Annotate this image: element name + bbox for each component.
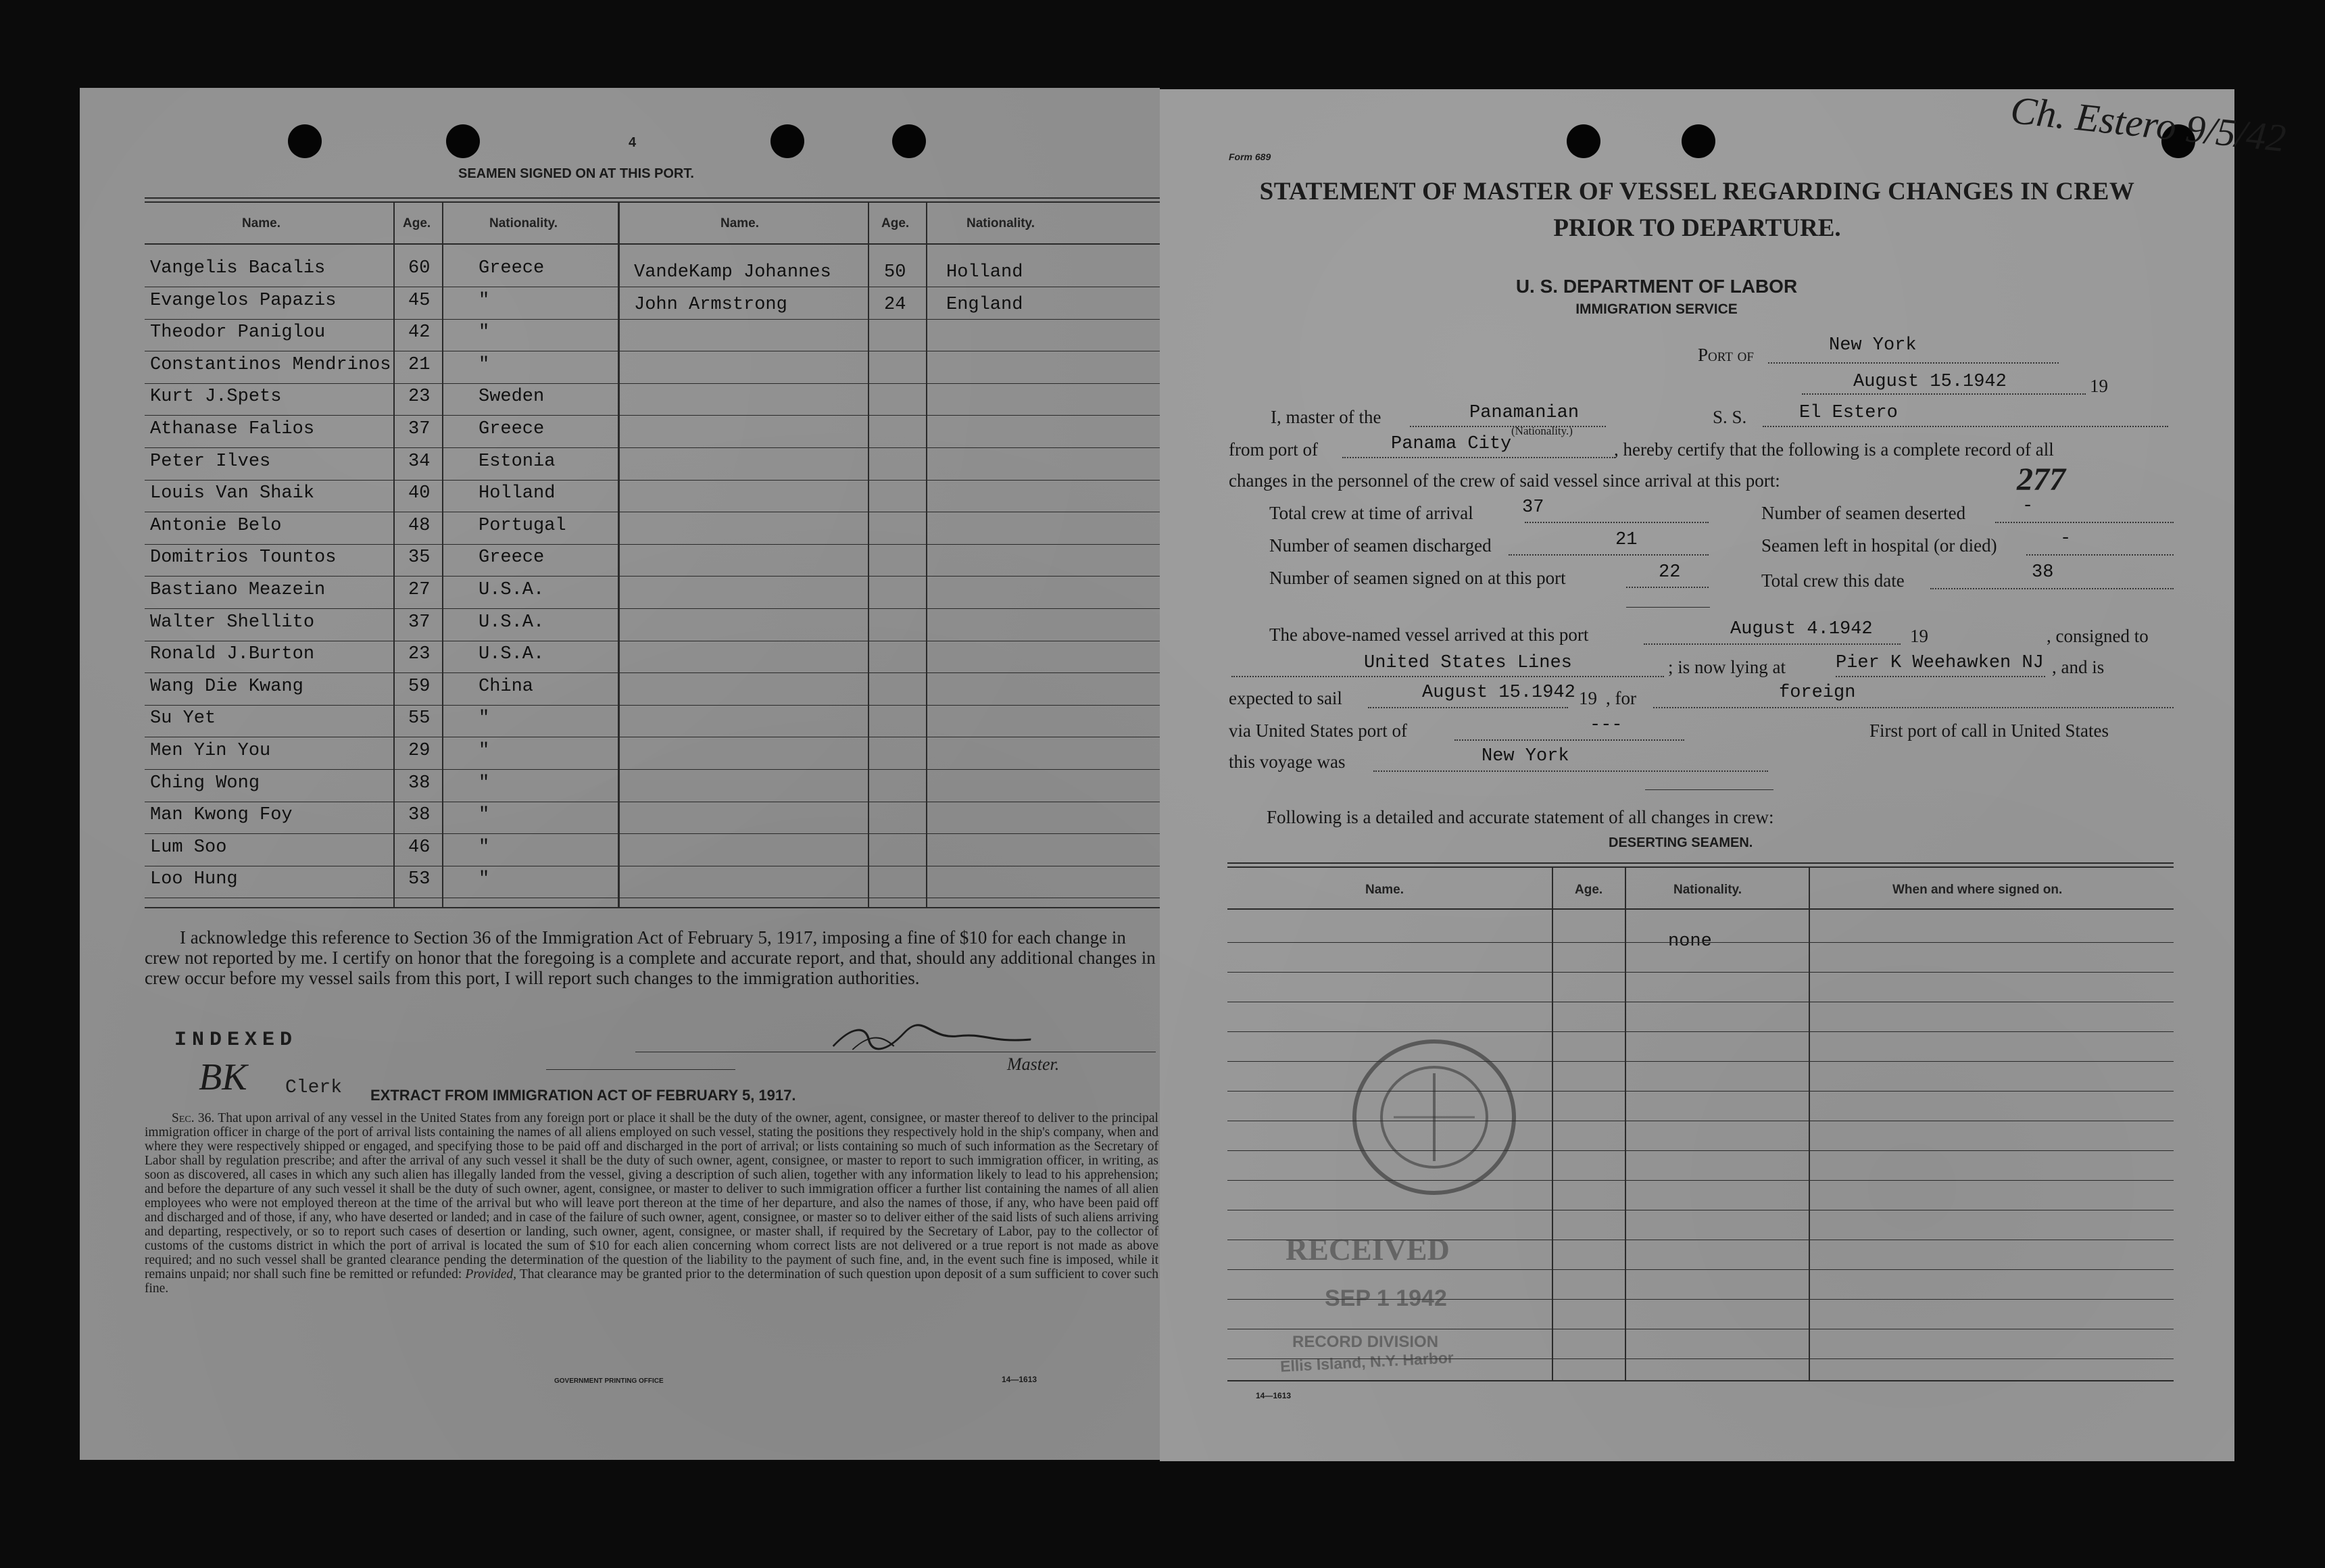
seaman-age: 23 (408, 644, 431, 665)
consigned-label: , consigned to (2047, 626, 2149, 646)
table-row-line (145, 480, 1168, 481)
table-row-line (145, 672, 1168, 673)
seaman-nationality: Greece (479, 258, 545, 278)
expected-year: 19 (1579, 688, 1597, 708)
following-text: Following is a detailed and accurate statement of all changes in crew: (1267, 807, 1774, 827)
master-label: Master. (1007, 1054, 1060, 1074)
seaman-nationality: " (479, 837, 490, 858)
seaman-name: Loo Hung (150, 869, 238, 890)
certify-text: , hereby certify that the following is a complete record of all (1614, 439, 2054, 460)
arrived-year: 19 (1910, 626, 1928, 646)
form-code: 14—1613 (1002, 1375, 1037, 1384)
seaman-name: Ronald J.Burton (150, 644, 315, 665)
for-value: foreign (1779, 683, 1856, 703)
form-title-line1: STATEMENT OF MASTER OF VESSEL REGARDING CHANGES IN CREW (1259, 178, 2135, 205)
seaman-age: 59 (408, 676, 431, 697)
seaman-nationality: England (946, 294, 1023, 315)
seaman-age: 60 (408, 258, 431, 278)
seaman-age: 37 (408, 419, 431, 439)
seaman-name: Su Yet (150, 708, 216, 729)
seaman-nationality: " (479, 322, 490, 343)
total-arrival-value: 37 (1522, 497, 1544, 518)
seaman-name: Bastiano Meazein (150, 580, 326, 600)
table-row-line (1227, 1180, 2174, 1181)
seaman-name: Man Kwong Foy (150, 805, 293, 826)
header-nationality: Nationality. (489, 216, 558, 230)
left-page (80, 88, 1160, 1460)
table-row-line (145, 415, 1168, 416)
seaman-age: 45 (408, 290, 431, 311)
seaman-name: Men Yin You (150, 741, 271, 761)
seaman-nationality: U.S.A. (479, 580, 545, 600)
seaman-age: 46 (408, 837, 431, 858)
seaman-age: 38 (408, 805, 431, 826)
seaman-name: Kurt J.Spets (150, 387, 282, 408)
department: U. S. DEPARTMENT OF LABOR (1515, 276, 1798, 297)
nationality-value: Panamanian (1469, 403, 1580, 423)
seaman-age: 23 (408, 387, 431, 408)
total-arrival-label: Total crew at time of arrival (1269, 503, 1473, 523)
table-row-line (145, 705, 1168, 706)
seaman-nationality: Greece (479, 419, 545, 439)
punch-hole (1682, 124, 1715, 158)
arrived-label: The above-named vessel arrived at this port (1269, 624, 1589, 645)
form-number: Form 689 (1229, 151, 1271, 162)
clerk-label: Clerk (285, 1077, 343, 1098)
extract-provided-text: That clearance may be granted prior to the determination of such question upon deposit of a sum sufficient to cover such fine. (145, 1267, 1158, 1296)
extract-sec: Sec. 36. (172, 1111, 215, 1125)
handwritten-note: Ch. Estero 9/5/42 (2008, 87, 2288, 161)
punch-hole (288, 124, 322, 158)
table-row-line (1227, 1269, 2174, 1270)
table-row-line (1227, 1031, 2174, 1032)
table-row-line (145, 608, 1168, 609)
extract-title: EXTRACT FROM IMMIGRATION ACT OF FEBRUARY 5, 1917. (370, 1087, 796, 1104)
seaman-nationality: " (479, 290, 490, 311)
seaman-nationality: " (479, 354, 490, 375)
seaman-age: 21 (408, 354, 431, 375)
seaman-nationality: " (479, 708, 490, 729)
punch-hole (446, 124, 480, 158)
and-is-label: , and is (2052, 657, 2105, 677)
table-row-line (145, 447, 1168, 448)
indexed-stamp: INDEXED (174, 1029, 298, 1052)
expected-label: expected to sail (1229, 688, 1342, 708)
seaman-nationality: " (479, 805, 490, 826)
desert-header-age: Age. (1575, 883, 1603, 897)
deserted-value: - (2022, 496, 2034, 516)
port-seal-stamp (1346, 1033, 1522, 1202)
discharged-label: Number of seamen discharged (1269, 535, 1492, 556)
voyage-value: New York (1482, 746, 1569, 766)
date-value: August 15.1942 (1853, 372, 2007, 392)
seaman-age: 50 (884, 262, 906, 283)
ss-label: S. S. (1713, 407, 1747, 427)
right-page (1160, 87, 2288, 1461)
seaman-age: 27 (408, 580, 431, 600)
seaman-nationality: Sweden (479, 387, 545, 408)
punch-hole (892, 124, 926, 158)
seaman-age: 55 (408, 708, 431, 729)
via-label: via United States port of (1229, 720, 1407, 741)
desert-header-nationality: Nationality. (1673, 883, 1742, 897)
table-row-line (145, 544, 1168, 545)
header-nationality: Nationality. (966, 216, 1035, 230)
consignee-value: United States Lines (1364, 653, 1572, 673)
seaman-nationality: " (479, 869, 490, 890)
lying-value: Pier K Weehawken NJ (1836, 653, 2044, 673)
year-prefix: 19 (2090, 376, 2108, 396)
form-title-line2: PRIOR TO DEPARTURE. (1553, 214, 1841, 242)
seaman-age: 40 (408, 483, 431, 504)
table-row-line (145, 833, 1168, 834)
seaman-age: 24 (884, 294, 906, 315)
seaman-name: VandeKamp Johannes (634, 262, 831, 283)
port-of-value: New York (1829, 335, 1917, 356)
seaman-nationality: U.S.A. (479, 612, 545, 633)
hospital-value: - (2060, 529, 2072, 549)
record-division-stamp: RECORD DIVISION (1292, 1333, 1439, 1351)
reference-number: 277 (2017, 462, 2065, 497)
seaman-age: 37 (408, 612, 431, 633)
ellis-island-stamp: Ellis Island, N.Y. Harbor (1279, 1348, 1454, 1375)
table-row-line (145, 319, 1168, 320)
voyage-label: this voyage was (1229, 752, 1346, 772)
seaman-name: Peter Ilves (150, 451, 271, 472)
header-age: Age. (403, 216, 431, 230)
seaman-name: Evangelos Papazis (150, 290, 337, 311)
total-date-value: 38 (2032, 562, 2054, 583)
table-row-line (145, 576, 1168, 577)
acknowledgement-text: I acknowledge this reference to Section 36 of the Immigration Act of February 5, 1917, imposing a fine of $10 for each change in crew not reported by me. I certify on honor that the foregoing is a complete and accurate report, and that, should any additional changes in crew occur before my vessel sails from this port, I will report such changes to the immigration authorities. (145, 927, 1156, 988)
master-of-label: I, master of the (1271, 407, 1381, 427)
expected-value: August 15.1942 (1422, 683, 1575, 703)
nationality-sublabel: (Nationality.) (1511, 424, 1573, 437)
from-port-label: from port of (1229, 439, 1318, 460)
header-age: Age. (881, 216, 910, 230)
deserting-title: DESERTING SEAMEN. (1609, 835, 1753, 850)
seaman-nationality: U.S.A. (479, 644, 545, 665)
printing-office: GOVERNMENT PRINTING OFFICE (554, 1377, 664, 1385)
arrived-value: August 4.1942 (1730, 619, 1873, 639)
clerk-initials: BK (199, 1056, 247, 1098)
section-title: SEAMEN SIGNED ON AT THIS PORT. (458, 166, 694, 181)
seaman-name: Lum Soo (150, 837, 227, 858)
seaman-name: Walter Shellito (150, 612, 315, 633)
signed-on-value: 22 (1659, 562, 1681, 583)
seaman-nationality: Estonia (479, 451, 556, 472)
deserted-label: Number of seamen deserted (1761, 503, 1966, 523)
table-row-line (145, 383, 1168, 384)
seaman-nationality: Holland (946, 262, 1023, 283)
header-name: Name. (720, 216, 760, 230)
for-label: , for (1606, 688, 1636, 708)
desert-value: none (1668, 931, 1712, 952)
seaman-nationality: " (479, 773, 490, 793)
received-stamp: RECEIVED (1286, 1232, 1450, 1267)
form-code: 14—1613 (1256, 1391, 1292, 1400)
seaman-age: 29 (408, 741, 431, 761)
seaman-name: Domitrios Tountos (150, 547, 337, 568)
page-number: 4 (629, 135, 637, 150)
extract-provided: Provided, (465, 1267, 517, 1281)
seaman-age: 53 (408, 869, 431, 890)
table-row-line (1227, 1150, 2174, 1151)
extract-body: That upon arrival of any vessel in the United States from any foreign port or place it shall be the duty of the owner, agent, consignee, or master thereof to deliver to the principal immigration officer in charge of the port of arrival lists containing the names of all aliens employed on such vessel, stating the positions they respectively hold in the ship's company, when and where they were respectively shipped or engaged, and specifying those to be paid off and discharged in the port of arrival; or lists containing so much of such information as the Secretary of Labor shall by regulation prescribe; and after the arrival of any such vessel it shall be the duty of such owner, agent, consignee, or master to report to such immigration officer, in writing, as soon as discovered, all cases in which any such alien has illegally landed from the vessel, giving a description of such alien, together with any information likely to lead to his apprehension; and before the departure of any such vessel it shall be the duty of such owner, agent, consignee, or master to deliver to such immigration officer a further list containing the names of all alien employees who were not employed thereon at the time of the arrival but who will leave port thereon at the time of her departure, and also the names of those, if any, who have been paid off and discharged and of those, if any, who have deserted or landed; and in case of the failure of such owner, agent, consignee, or master so to deliver either of the said lists of such aliens arriving and departing, respectively, or so to report such cases of desertion or landing, such owner, agent, consignee, or master shall, if required by the Secretary of Labor, pay to the collector of customs of the customs district in which the port of arrival is located the sum of $10 for each alien concerning whom correct lists are not delivered or a true report is not made as above required; and no such vessel shall be granted clearance pending the determination of the question of the liability to the payment of such fine, and, in the event such fine is imposed, while it remains unpaid; nor shall such fine be remitted or refunded: (145, 1111, 1158, 1281)
seaman-name: Vangelis Bacalis (150, 258, 326, 278)
extract-text (145, 1111, 1158, 1296)
seaman-nationality: China (479, 676, 534, 697)
seaman-nationality: Portugal (479, 515, 566, 536)
seaman-name: Theodor Paniglou (150, 322, 326, 343)
table-row-line (1227, 1091, 2174, 1092)
seaman-age: 48 (408, 515, 431, 536)
table-row-line (1227, 1358, 2174, 1359)
punch-hole (770, 124, 804, 158)
seaman-nationality: " (479, 741, 490, 761)
seaman-age: 35 (408, 547, 431, 568)
seaman-name: Constantinos Mendrinos (150, 354, 391, 375)
seaman-name: Athanase Falios (150, 419, 315, 439)
signed-on-label: Number of seamen signed on at this port (1269, 568, 1566, 588)
signature-scribble (823, 1019, 1050, 1060)
seaman-name: Wang Die Kwang (150, 676, 303, 697)
table-row-line (145, 769, 1168, 770)
via-value: --- (1590, 715, 1623, 735)
seaman-name: Louis Van Shaik (150, 483, 315, 504)
from-port-value: Panama City (1391, 434, 1512, 454)
desert-header-name: Name. (1365, 883, 1404, 897)
seaman-name: Antonie Belo (150, 515, 282, 536)
seaman-nationality: Holland (479, 483, 556, 504)
table-row-line (1227, 1299, 2174, 1300)
changes-text: changes in the personnel of the crew of said vessel since arrival at this port: (1229, 470, 1780, 491)
service: IMMIGRATION SERVICE (1575, 301, 1738, 317)
desert-header-when-where: When and where signed on. (1892, 883, 2063, 897)
header-name: Name. (242, 216, 281, 230)
table-row-line (1227, 942, 2174, 943)
received-date-stamp: SEP 1 1942 (1325, 1285, 1447, 1311)
lying-label: ; is now lying at (1668, 657, 1786, 677)
first-port-label: First port of call in United States (1869, 720, 2109, 741)
table-row-line (1227, 972, 2174, 973)
port-of-label: Port of (1698, 345, 1754, 365)
ship-value: El Estero (1799, 403, 1898, 423)
seaman-name: John Armstrong (634, 294, 787, 315)
seaman-age: 38 (408, 773, 431, 793)
total-date-label: Total crew this date (1761, 570, 1905, 591)
table-row-line (1227, 1061, 2174, 1062)
punch-hole (1567, 124, 1600, 158)
seaman-age: 42 (408, 322, 431, 343)
seaman-name: Ching Wong (150, 773, 260, 793)
hospital-label: Seamen left in hospital (or died) (1761, 535, 1997, 556)
seaman-nationality: Greece (479, 547, 545, 568)
discharged-value: 21 (1615, 530, 1638, 550)
seaman-age: 34 (408, 451, 431, 472)
